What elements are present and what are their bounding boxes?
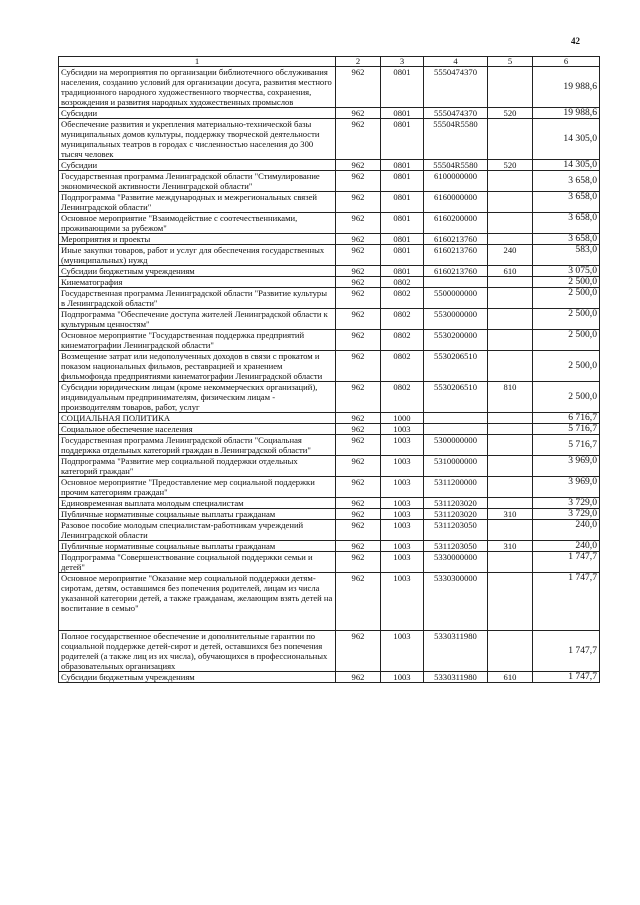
row-sum: 3 658,0 bbox=[533, 213, 600, 234]
row-section: 1003 bbox=[381, 573, 424, 631]
row-type: 610 bbox=[488, 266, 533, 277]
row-code: 962 bbox=[336, 498, 381, 509]
row-section: 0801 bbox=[381, 108, 424, 119]
row-target: 5330311980 bbox=[424, 672, 488, 683]
row-name: Основное мероприятие "Предоставление мер социальной поддержки прочим категориям граждан" bbox=[59, 477, 336, 498]
row-type: 520 bbox=[488, 108, 533, 119]
row-section: 0801 bbox=[381, 192, 424, 213]
row-sum: 5 716,7 bbox=[533, 435, 600, 456]
row-section: 0801 bbox=[381, 160, 424, 171]
col-header-type: 5 bbox=[488, 57, 533, 67]
row-section: 1003 bbox=[381, 520, 424, 541]
row-target: 5311203020 bbox=[424, 509, 488, 520]
row-name: Социальное обеспечение населения bbox=[59, 424, 336, 435]
row-section: 1003 bbox=[381, 509, 424, 520]
row-section: 1003 bbox=[381, 498, 424, 509]
row-target: 55504R5580 bbox=[424, 119, 488, 160]
row-target: 6100000000 bbox=[424, 171, 488, 192]
row-type: 240 bbox=[488, 245, 533, 266]
row-target: 5311203050 bbox=[424, 541, 488, 552]
row-target: 6160213760 bbox=[424, 234, 488, 245]
row-name: Основное мероприятие "Государственная поддержка предприятий кинематографии Ленинградской области" bbox=[59, 330, 336, 351]
row-target: 5530200000 bbox=[424, 330, 488, 351]
row-type bbox=[488, 288, 533, 309]
row-target bbox=[424, 277, 488, 288]
row-code: 962 bbox=[336, 424, 381, 435]
row-type: 310 bbox=[488, 541, 533, 552]
row-code: 962 bbox=[336, 171, 381, 192]
row-type bbox=[488, 435, 533, 456]
table-row bbox=[59, 67, 600, 108]
row-code: 962 bbox=[336, 552, 381, 573]
row-name: Единовременная выплата молодым специалистам bbox=[59, 498, 336, 509]
row-code: 962 bbox=[336, 541, 381, 552]
row-code: 962 bbox=[336, 119, 381, 160]
row-name: Подпрограмма "Развитие международных и межрегиональных связей Ленинградской области" bbox=[59, 192, 336, 213]
row-target: 6160213760 bbox=[424, 266, 488, 277]
row-sum: 3 658,0 bbox=[533, 171, 600, 192]
table-row bbox=[59, 424, 600, 435]
page-number: 42 bbox=[571, 36, 580, 46]
row-sum: 1 747,7 bbox=[533, 672, 600, 683]
row-sum: 3 658,0 bbox=[533, 234, 600, 245]
col-header-sum: 6 bbox=[533, 57, 600, 67]
row-code: 962 bbox=[336, 245, 381, 266]
row-sum: 2 500,0 bbox=[533, 330, 600, 351]
row-sum: 3 969,0 bbox=[533, 456, 600, 477]
row-name: Подпрограмма "Развитие мер социальной поддержки отдельных категорий граждан" bbox=[59, 456, 336, 477]
table-row bbox=[59, 413, 600, 424]
row-sum: 2 500,0 bbox=[533, 351, 600, 382]
row-section: 1003 bbox=[381, 541, 424, 552]
row-section: 0802 bbox=[381, 330, 424, 351]
col-header-target: 4 bbox=[424, 57, 488, 67]
row-name: Субсидии бюджетным учреждениям bbox=[59, 266, 336, 277]
row-code: 962 bbox=[336, 309, 381, 330]
row-code: 962 bbox=[336, 573, 381, 631]
row-type: 520 bbox=[488, 160, 533, 171]
row-section: 0802 bbox=[381, 277, 424, 288]
row-section: 1003 bbox=[381, 672, 424, 683]
row-target bbox=[424, 413, 488, 424]
table-row bbox=[59, 288, 600, 309]
row-name: Государственная программа Ленинградской области "Стимулирование экономической активности Ленинградской области" bbox=[59, 171, 336, 192]
row-type bbox=[488, 234, 533, 245]
row-name: Субсидии бюджетным учреждениям bbox=[59, 672, 336, 683]
row-code: 962 bbox=[336, 631, 381, 672]
table-row bbox=[59, 171, 600, 192]
row-section: 0801 bbox=[381, 119, 424, 160]
row-code: 962 bbox=[336, 213, 381, 234]
row-type bbox=[488, 413, 533, 424]
col-header-section: 3 bbox=[381, 57, 424, 67]
row-section: 0801 bbox=[381, 266, 424, 277]
row-type bbox=[488, 456, 533, 477]
row-type bbox=[488, 309, 533, 330]
table-row bbox=[59, 234, 600, 245]
row-target: 5550474370 bbox=[424, 67, 488, 108]
row-code: 962 bbox=[336, 160, 381, 171]
table-row bbox=[59, 309, 600, 330]
row-name: Обеспечение развития и укрепления материально-технической базы муниципальных домов культуры, поддержку творческой деятельности муниципальных театров в городах с численностью населения до 300 тысяч человек bbox=[59, 119, 336, 160]
row-sum: 2 500,0 bbox=[533, 277, 600, 288]
row-target: 5550474370 bbox=[424, 108, 488, 119]
table-row bbox=[59, 541, 600, 552]
row-section: 1003 bbox=[381, 435, 424, 456]
row-code: 962 bbox=[336, 520, 381, 541]
row-name: Публичные нормативные социальные выплаты гражданам bbox=[59, 509, 336, 520]
row-target: 5300000000 bbox=[424, 435, 488, 456]
row-code: 962 bbox=[336, 509, 381, 520]
row-type bbox=[488, 351, 533, 382]
row-sum: 583,0 bbox=[533, 245, 600, 266]
row-name: Субсидии bbox=[59, 160, 336, 171]
row-code: 962 bbox=[336, 330, 381, 351]
row-name: Кинематография bbox=[59, 277, 336, 288]
row-name: Субсидии на мероприятия по организации библиотечного обслуживания населения, созданию условий для организации досуга, развития местного традиционного народного художественного творчества, сохранения, возрождения и развития народных художественных промыслов bbox=[59, 67, 336, 108]
row-type bbox=[488, 277, 533, 288]
row-type bbox=[488, 424, 533, 435]
row-type bbox=[488, 631, 533, 672]
row-target: 5530206510 bbox=[424, 382, 488, 413]
table-row bbox=[59, 552, 600, 573]
row-section: 0802 bbox=[381, 351, 424, 382]
table-row bbox=[59, 672, 600, 683]
row-section: 1003 bbox=[381, 477, 424, 498]
table-row bbox=[59, 435, 600, 456]
row-section: 1000 bbox=[381, 413, 424, 424]
row-target: 55504R5580 bbox=[424, 160, 488, 171]
budget-table bbox=[58, 56, 600, 683]
row-section: 0802 bbox=[381, 382, 424, 413]
row-target: 5530000000 bbox=[424, 309, 488, 330]
row-target: 5500000000 bbox=[424, 288, 488, 309]
row-name: Субсидии юридическим лицам (кроме некоммерческих организаций), индивидуальным предпринимателям, физическим лицам - производителям товаров, работ, услуг bbox=[59, 382, 336, 413]
row-sum: 5 716,7 bbox=[533, 424, 600, 435]
row-target: 6160000000 bbox=[424, 192, 488, 213]
row-code: 962 bbox=[336, 67, 381, 108]
row-sum: 19 988,6 bbox=[533, 67, 600, 108]
table-row bbox=[59, 456, 600, 477]
table-row bbox=[59, 631, 600, 672]
table-row bbox=[59, 160, 600, 171]
row-code: 962 bbox=[336, 288, 381, 309]
col-header-name: 1 bbox=[59, 57, 336, 67]
row-section: 1003 bbox=[381, 424, 424, 435]
row-target: 6160200000 bbox=[424, 213, 488, 234]
table-row bbox=[59, 330, 600, 351]
row-sum: 6 716,7 bbox=[533, 413, 600, 424]
row-type bbox=[488, 213, 533, 234]
row-code: 962 bbox=[336, 413, 381, 424]
row-name: Основное мероприятие "Оказание мер социальной поддержки детям-сиротам, детям, оставшимся без попечения родителей, лицам из числа указанной категории детей, а также гражданам, желающим взять детей на воспитание в семью" bbox=[59, 573, 336, 631]
row-section: 0801 bbox=[381, 67, 424, 108]
table-row bbox=[59, 213, 600, 234]
row-section: 0801 bbox=[381, 245, 424, 266]
row-sum: 1 747,7 bbox=[533, 631, 600, 672]
row-sum: 2 500,0 bbox=[533, 382, 600, 413]
row-sum: 14 305,0 bbox=[533, 119, 600, 160]
row-target: 5330300000 bbox=[424, 573, 488, 631]
table-row bbox=[59, 509, 600, 520]
header-row bbox=[59, 57, 600, 67]
row-name: Государственная программа Ленинградской области "Развитие культуры в Ленинградской области" bbox=[59, 288, 336, 309]
row-code: 962 bbox=[336, 277, 381, 288]
row-type bbox=[488, 520, 533, 541]
row-type bbox=[488, 477, 533, 498]
row-sum: 3 729,0 bbox=[533, 509, 600, 520]
row-name: Разовое пособие молодым специалистам-работникам учреждений Ленинградской области bbox=[59, 520, 336, 541]
row-sum: 240,0 bbox=[533, 541, 600, 552]
row-type bbox=[488, 573, 533, 631]
row-name: Подпрограмма "Обеспечение доступа жителей Ленинградской области к культурным ценностям" bbox=[59, 309, 336, 330]
row-sum: 3 075,0 bbox=[533, 266, 600, 277]
row-code: 962 bbox=[336, 108, 381, 119]
row-code: 962 bbox=[336, 435, 381, 456]
row-target: 5530206510 bbox=[424, 351, 488, 382]
table-row bbox=[59, 266, 600, 277]
row-name: Иные закупки товаров, работ и услуг для обеспечения государственных (муниципальных) нужд bbox=[59, 245, 336, 266]
row-sum: 19 988,6 bbox=[533, 108, 600, 119]
row-type bbox=[488, 330, 533, 351]
row-section: 1003 bbox=[381, 631, 424, 672]
row-code: 962 bbox=[336, 192, 381, 213]
col-header-code: 2 bbox=[336, 57, 381, 67]
row-sum: 3 658,0 bbox=[533, 192, 600, 213]
table-row bbox=[59, 119, 600, 160]
row-type bbox=[488, 498, 533, 509]
row-code: 962 bbox=[336, 382, 381, 413]
row-target: 5330311980 bbox=[424, 631, 488, 672]
row-sum: 2 500,0 bbox=[533, 309, 600, 330]
row-sum: 3 729,0 bbox=[533, 498, 600, 509]
row-type: 610 bbox=[488, 672, 533, 683]
row-target: 6160213760 bbox=[424, 245, 488, 266]
row-name: Субсидии bbox=[59, 108, 336, 119]
row-sum: 3 969,0 bbox=[533, 477, 600, 498]
row-name: Основное мероприятие "Взаимодействие с соотечественниками, проживающими за рубежом" bbox=[59, 213, 336, 234]
row-name: Полное государственное обеспечение и дополнительные гарантии по социальной поддержке детей-сирот и детей, оставшихся без попечения родителей (а также лиц из их числа), обучающихся в профессиональных образовательных организациях bbox=[59, 631, 336, 672]
table-row bbox=[59, 277, 600, 288]
row-section: 0802 bbox=[381, 309, 424, 330]
table-row bbox=[59, 108, 600, 119]
table-row bbox=[59, 382, 600, 413]
row-target: 5311203050 bbox=[424, 520, 488, 541]
row-target: 5311203020 bbox=[424, 498, 488, 509]
row-name: Подпрограмма "Совершенствование социальной поддержки семьи и детей" bbox=[59, 552, 336, 573]
table-row bbox=[59, 192, 600, 213]
row-target: 5310000000 bbox=[424, 456, 488, 477]
row-sum: 1 747,7 bbox=[533, 552, 600, 573]
row-name: Государственная программа Ленинградской области "Социальная поддержка отдельных категорий граждан в Ленинградской области" bbox=[59, 435, 336, 456]
table-row bbox=[59, 573, 600, 631]
row-code: 962 bbox=[336, 266, 381, 277]
row-type: 810 bbox=[488, 382, 533, 413]
table-row bbox=[59, 477, 600, 498]
row-type bbox=[488, 192, 533, 213]
row-code: 962 bbox=[336, 456, 381, 477]
row-code: 962 bbox=[336, 351, 381, 382]
row-code: 962 bbox=[336, 234, 381, 245]
table-row bbox=[59, 520, 600, 541]
row-target bbox=[424, 424, 488, 435]
row-type bbox=[488, 119, 533, 160]
row-name: СОЦИАЛЬНАЯ ПОЛИТИКА bbox=[59, 413, 336, 424]
row-target: 5311200000 bbox=[424, 477, 488, 498]
row-code: 962 bbox=[336, 672, 381, 683]
row-sum: 240,0 bbox=[533, 520, 600, 541]
row-type: 310 bbox=[488, 509, 533, 520]
table-row bbox=[59, 351, 600, 382]
row-name: Публичные нормативные социальные выплаты гражданам bbox=[59, 541, 336, 552]
table-row bbox=[59, 498, 600, 509]
table-row bbox=[59, 245, 600, 266]
row-section: 0801 bbox=[381, 234, 424, 245]
row-target: 5330000000 bbox=[424, 552, 488, 573]
row-section: 0801 bbox=[381, 171, 424, 192]
row-sum: 14 305,0 bbox=[533, 160, 600, 171]
row-type bbox=[488, 171, 533, 192]
row-section: 0801 bbox=[381, 213, 424, 234]
row-sum: 2 500,0 bbox=[533, 288, 600, 309]
row-section: 1003 bbox=[381, 552, 424, 573]
row-code: 962 bbox=[336, 477, 381, 498]
row-type bbox=[488, 552, 533, 573]
row-name: Возмещение затрат или недополученных доходов в связи с прокатом и показом национальных фильмов, реставрацией и хранением фильмофонда предприятиями кинематографии Ленинградской области bbox=[59, 351, 336, 382]
row-type bbox=[488, 67, 533, 108]
row-sum: 1 747,7 bbox=[533, 573, 600, 631]
row-section: 0802 bbox=[381, 288, 424, 309]
row-name: Мероприятия и проекты bbox=[59, 234, 336, 245]
row-section: 1003 bbox=[381, 456, 424, 477]
